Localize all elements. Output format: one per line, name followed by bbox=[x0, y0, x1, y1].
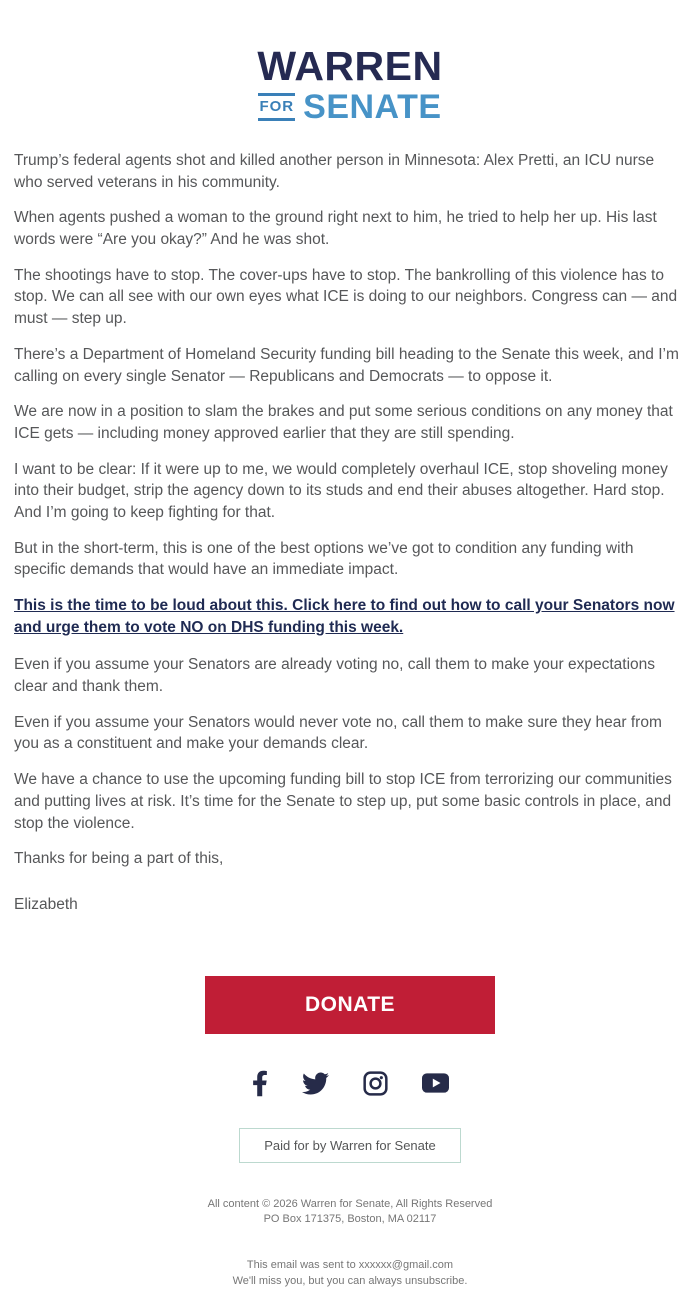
footer-copyright-block bbox=[0, 1197, 700, 1227]
instagram-link[interactable] bbox=[363, 1071, 388, 1101]
youtube-icon bbox=[422, 1073, 449, 1098]
body-paragraph: When agents pushed a woman to the ground right next to him, he tried to help her up. His last words were “Are you okay?” And he was shot. bbox=[14, 209, 657, 249]
signature: Elizabeth bbox=[14, 895, 78, 913]
unsubscribe-link[interactable]: unsubscribe. bbox=[405, 1274, 468, 1287]
logo-warren-text: WARREN bbox=[257, 43, 443, 89]
closing-line: Thanks for being a part of this, bbox=[14, 850, 224, 868]
body-paragraph: We are now in a position to slam the brakes and put some serious conditions on any money that ICE gets — including money approved earlier that they are still spending. bbox=[14, 403, 673, 442]
body-paragraph: Even if you assume your Senators are already voting no, call them to make your expectations clear and thank them. bbox=[14, 656, 656, 696]
logo-senate-text: SENATE bbox=[303, 88, 442, 126]
instagram-icon bbox=[363, 1071, 388, 1101]
unsubscribe-line bbox=[0, 1273, 700, 1289]
social-links bbox=[0, 1072, 700, 1100]
body-paragraph: The shootings have to stop. The cover-ups have to stop. The bankrolling of this violence has to stop. We can all see with our own eyes what ICE is doing to our neighbors. Congress can — and must — step up. bbox=[14, 266, 678, 328]
call-senators-link[interactable]: This is the time to be loud about this. Click here to find out how to call your Senators now and urge them to vote NO on DHS funding this week. bbox=[14, 597, 675, 636]
paid-for-disclaimer: Paid for by Warren for Senate bbox=[239, 1128, 461, 1163]
facebook-icon bbox=[252, 1070, 268, 1102]
youtube-link[interactable] bbox=[422, 1073, 449, 1098]
logo-for-text: FOR bbox=[258, 93, 295, 121]
twitter-icon bbox=[302, 1070, 329, 1102]
logo bbox=[0, 0, 700, 124]
address-line: PO Box 171375, Boston, MA 02117 bbox=[263, 1212, 437, 1225]
body-paragraph: There’s a Department of Homeland Security funding bill heading to the Senate this week, and I’m calling on every single Senator — Republicans and Democrats — to oppose it. bbox=[14, 345, 679, 385]
email-content bbox=[0, 124, 700, 916]
twitter-link[interactable] bbox=[302, 1070, 329, 1102]
donate-button[interactable]: DONATE bbox=[205, 976, 495, 1034]
unsubscribe-prefix: We'll miss you, but you can always bbox=[232, 1274, 406, 1287]
body-paragraph: I want to be clear: If it were up to me, we would completely overhaul ICE, stop shoveling money into their budget, strip the agency down to its studs and end their abuses altogether. Hard stop. And I’m going to keep fighting for that. bbox=[14, 460, 668, 521]
body-paragraph: But in the short-term, this is one of the best options we’ve got to condition any funding with specific demands that would have an immediate impact. bbox=[14, 539, 634, 579]
body-paragraph: Trump’s federal agents shot and killed another person in Minnesota: Alex Pretti, an ICU nurse who served veterans in his community. bbox=[14, 152, 655, 191]
sent-to-line: This email was sent to xxxxxx@gmail.com bbox=[246, 1258, 454, 1271]
copyright-line: All content © 2026 Warren for Senate, All Rights Reserved bbox=[207, 1197, 493, 1210]
facebook-link[interactable] bbox=[252, 1070, 268, 1102]
body-paragraph: We have a chance to use the upcoming funding bill to stop ICE from terrorizing our communities and putting lives at risk. It’s time for the Senate to step up, put some basic controls in place, and stop the violence. bbox=[14, 771, 672, 832]
body-paragraph: Even if you assume your Senators would never vote no, call them to make sure they hear from you as a constituent and make your demands clear. bbox=[14, 713, 662, 753]
